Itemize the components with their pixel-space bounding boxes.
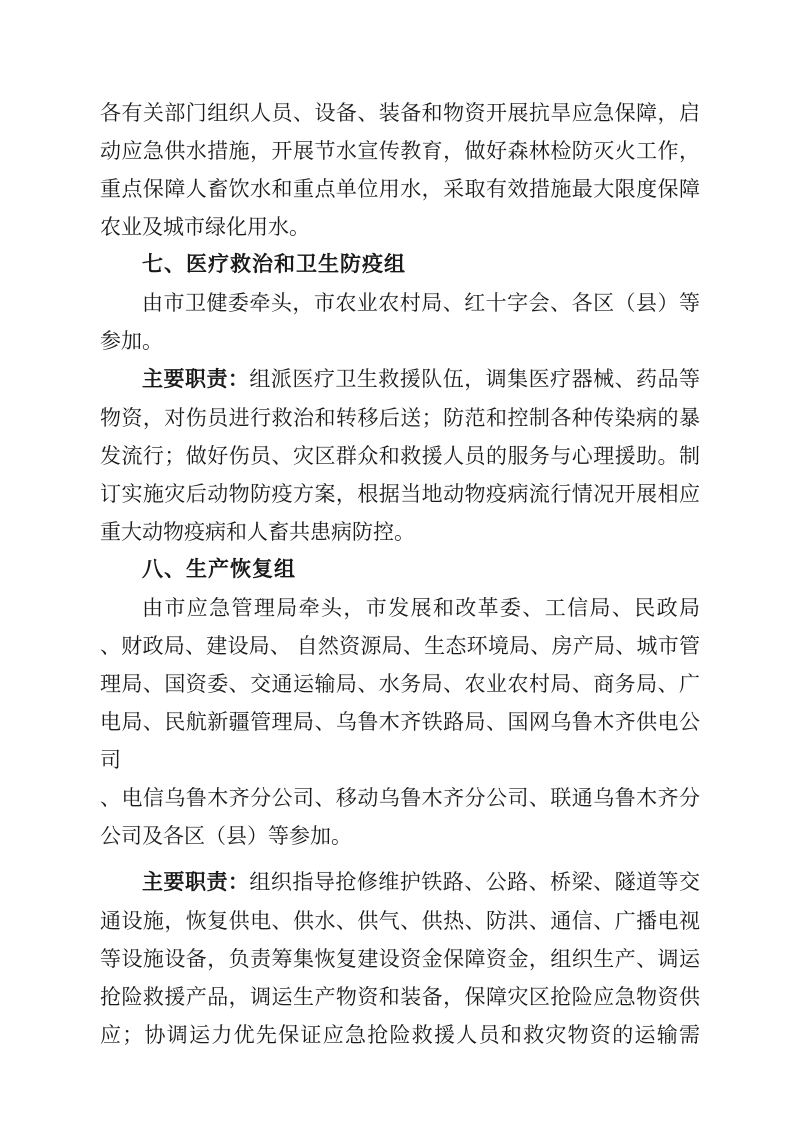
- heading-medical-rescue-group: [100, 246, 700, 284]
- text-run: 重点保障人畜饮水和重点单位用水，采取有效措施最大限度保障: [100, 177, 700, 201]
- text-line: [100, 627, 700, 665]
- text-line: [100, 399, 700, 437]
- text-line: [100, 170, 700, 208]
- text-run: 抢险救援产品，调运生产物资和装备，保障灾区抢险应急物资供: [100, 985, 700, 1009]
- text-line: [100, 94, 700, 132]
- text-line: [100, 513, 700, 551]
- text-run: 各有关部门组织人员、设备、装备和物资开展抗旱应急保障，启: [100, 101, 700, 125]
- text-run: 物资，对伤员进行救治和转移后送；防范和控制各种传染病的暴: [100, 406, 700, 430]
- text-run: 理局、国资委、交通运输局、水务局、农业农村局、商务局、广: [100, 672, 700, 696]
- text-run: 组派医疗卫生救援队伍，调集医疗器械、药品等: [249, 367, 701, 391]
- bold-text-run: 七、医疗救治和卫生防疫组: [142, 253, 406, 276]
- text-line: [100, 902, 700, 940]
- text-run: 组织指导抢修维护铁路、公路、桥梁、隧道等交: [249, 870, 701, 894]
- text-run: 由市应急管理局牵头，市发展和改革委、工信局、民政局: [142, 596, 700, 620]
- text-line: [100, 589, 700, 627]
- text-run: 参加。: [100, 329, 163, 353]
- text-run: 重大动物疫病和人畜共患病防控。: [100, 520, 415, 544]
- text-line: [100, 1016, 700, 1054]
- text-run: 动应急供水措施，开展节水宣传教育，做好森林检防灭火工作，: [100, 139, 700, 163]
- para-production-duties: [100, 863, 700, 1054]
- bold-text-run: 主要职责：: [142, 871, 250, 894]
- bold-text-run: 八、生产恢复组: [142, 558, 296, 581]
- para-medical-members: [100, 284, 700, 360]
- text-run: 电局、民航新疆管理局、乌鲁木齐铁路局、国网乌鲁木齐供电公司: [100, 710, 700, 772]
- para-drought-emergency-continuation: [100, 94, 700, 246]
- text-run: 、财政局、建设局、 自然资源局、生态环境局、房产局、城市管: [100, 634, 700, 658]
- text-line: [100, 322, 700, 360]
- text-run: 农业及城市绿化用水。: [100, 215, 310, 239]
- text-run: 应；协调运力优先保证应急抢险救援人员和救灾物资的运输需: [100, 1023, 700, 1047]
- text-line: [100, 817, 700, 855]
- heading-production-recovery-group: [100, 551, 700, 589]
- text-line: [100, 940, 700, 978]
- text-line: [100, 284, 700, 322]
- text-line: [100, 703, 700, 779]
- text-line: [100, 208, 700, 246]
- text-line: [100, 863, 700, 902]
- text-line: [100, 475, 700, 513]
- text-run: 由市卫健委牵头，市农业农村局、红十字会、各区（县）等: [142, 291, 700, 315]
- text-run: 发流行；做好伤员、灾区群众和救援人员的服务与心理援助。制: [100, 444, 700, 468]
- text-line: [100, 246, 700, 284]
- text-run: 公司及各区（县）等参加。: [100, 824, 352, 848]
- text-line: [100, 665, 700, 703]
- text-run: 通设施，恢复供电、供水、供气、供热、防洪、通信、广播电视: [100, 909, 700, 933]
- para-production-members: [100, 589, 700, 855]
- text-run: 、电信乌鲁木齐分公司、移动乌鲁木齐分公司、联通乌鲁木齐分: [100, 786, 700, 810]
- para-medical-duties: [100, 360, 700, 551]
- bold-text-run: 主要职责：: [142, 368, 250, 391]
- text-line: [100, 360, 700, 399]
- text-line: [100, 779, 700, 817]
- text-run: 等设施设备，负责筹集恢复建设资金保障资金，组织生产、调运: [100, 947, 700, 971]
- document-body: [100, 94, 700, 1054]
- text-line: [100, 978, 700, 1016]
- text-run: 订实施灾后动物防疫方案，根据当地动物疫病流行情况开展相应: [100, 482, 700, 506]
- text-line: [100, 437, 700, 475]
- text-line: [100, 132, 700, 170]
- text-line: [100, 551, 700, 589]
